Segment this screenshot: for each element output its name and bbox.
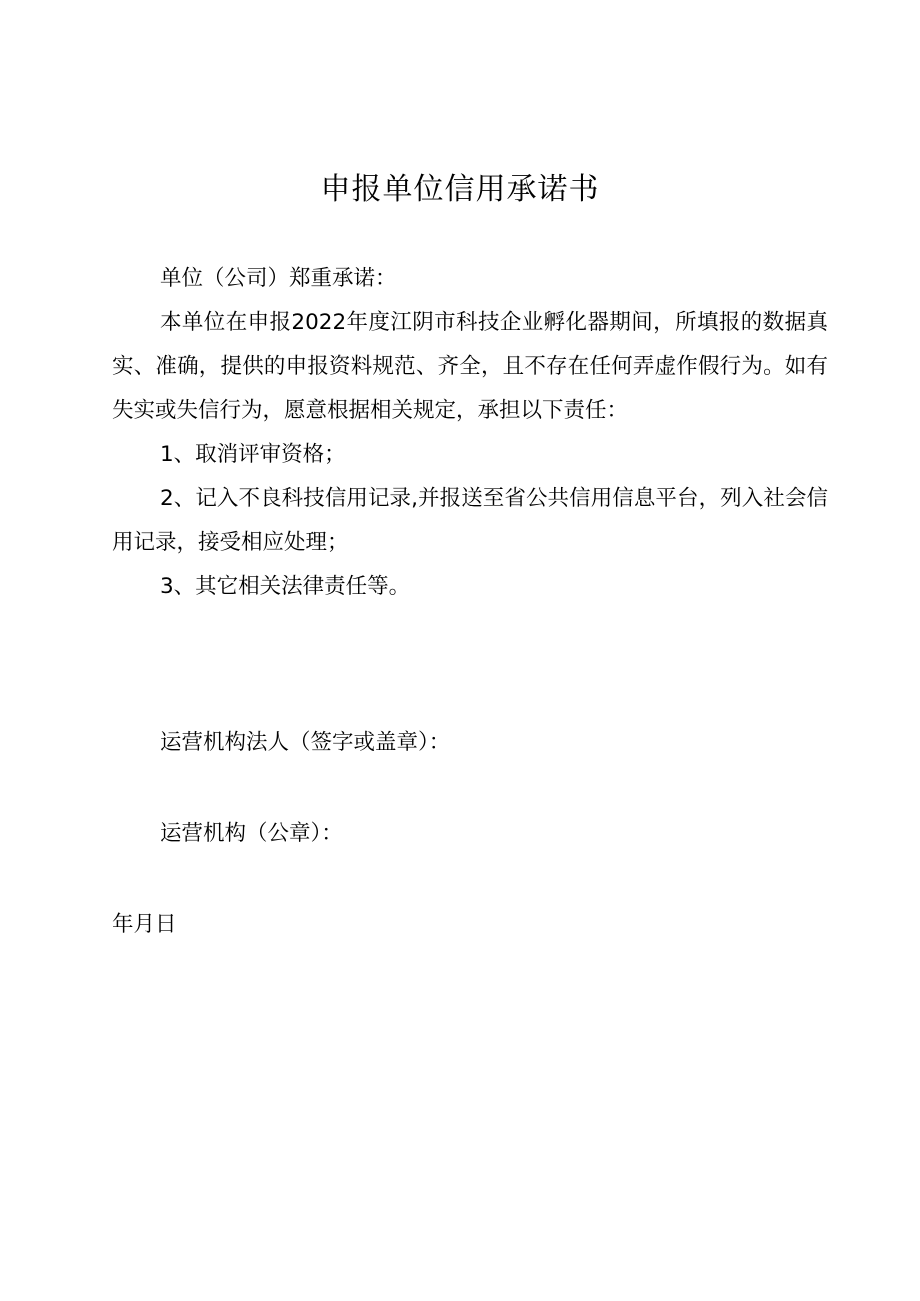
document-body xyxy=(112,257,828,609)
organization-seal-line: 运营机构（公章）： xyxy=(160,821,343,846)
date-line: 年月日 xyxy=(112,912,177,937)
document-title: 申报单位信用承诺书 xyxy=(320,172,600,207)
responsibility-item-2: 2、记入不良科技信用记录,并报送至省公共信用信息平台，列入社会信用记录，接受相应处理； xyxy=(112,486,828,555)
commitment-paragraph: 本单位在申报2022年度江阴市科技企业孵化器期间，所填报的数据真实、准确，提供的申报资料规范、齐全，且不存在任何弄虚作假行为。如有失实或失信行为，愿意根据相关规定，承担以下责任： xyxy=(112,310,828,423)
responsibility-item-1: 1、取消评审资格； xyxy=(160,442,346,467)
addressee-line: 单位（公司）郑重承诺： xyxy=(160,266,397,291)
legal-person-signature-line: 运营机构法人（签字或盖章）： xyxy=(160,730,451,755)
responsibility-item-3: 3、其它相关法律责任等。 xyxy=(160,574,411,599)
